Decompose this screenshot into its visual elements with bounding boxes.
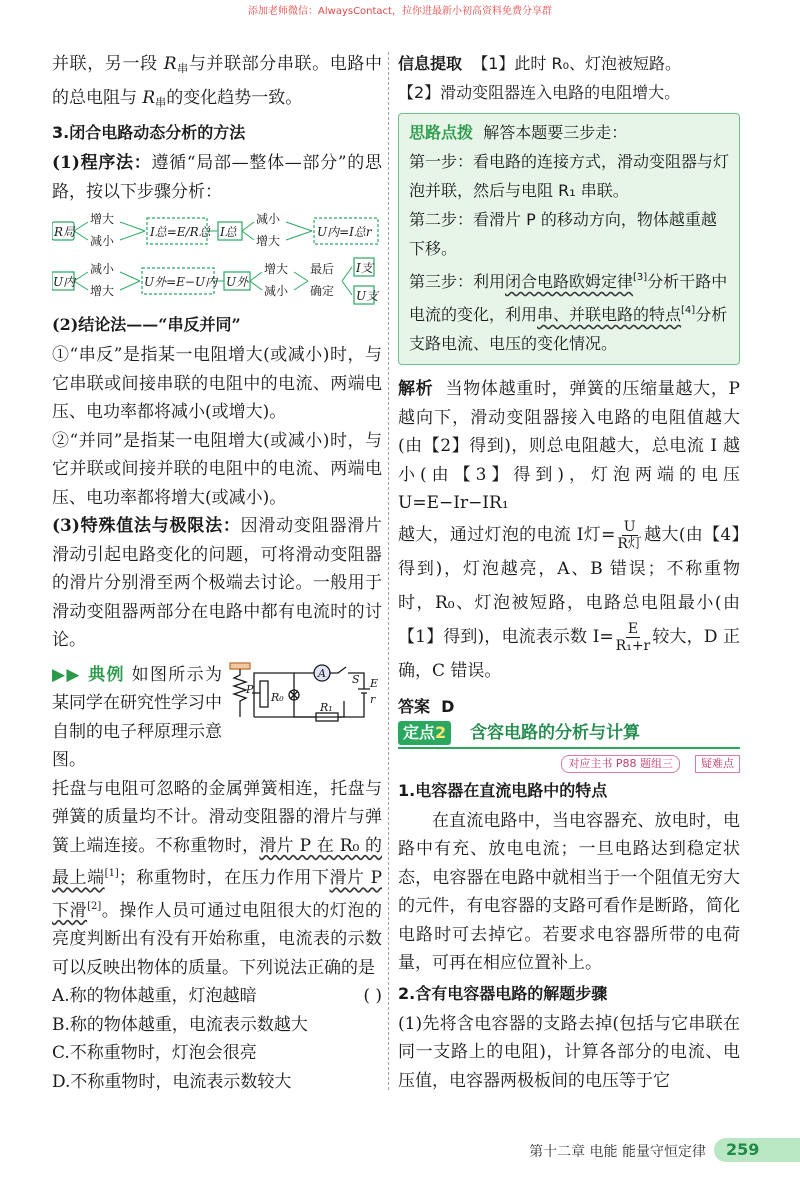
method-2-title: (2)结论法——“串反并同” — [52, 315, 241, 334]
flow-queding: 确定 — [310, 284, 335, 298]
difficulty-tag: 疑难点 — [695, 755, 740, 773]
flow-u-nei-eq: U内=I总r — [317, 225, 372, 239]
example-tag: ▶▶ 典例 — [52, 664, 125, 685]
knowledge-point-title: 含容电路的分析与计算 — [470, 722, 640, 743]
option-c: C.不称重物时，灯泡会很亮 — [52, 1043, 257, 1063]
flow-jianxiao-1: 减小 — [90, 234, 115, 248]
circuit-label-r0: R₀ — [271, 690, 284, 704]
knowledge-point-underline — [398, 747, 740, 749]
flow-jianxiao-2: 减小 — [256, 212, 281, 226]
circuit-label-r: r — [370, 692, 376, 706]
method-3: (3)特殊值法与极限法：因滑动变阻器滑片滑动引起电路变化的问题，可将滑动变阻器的滑片分别滑至两个极端去讨论。一般用于滑动变阻器两部分在电路中都有电流时的讨论。 — [52, 516, 382, 650]
flow-zengda-2: 增大 — [256, 234, 281, 248]
hint-header: 思路点拨 解答本题要三步走： — [409, 123, 628, 142]
hint-box — [398, 113, 740, 365]
circuit-label-r1: R₁ — [320, 700, 333, 714]
flow-diagram — [52, 210, 382, 306]
example-block — [52, 661, 382, 775]
flow-u-wai-eq: U外=E−U内 — [144, 275, 218, 289]
option-a: A.称的物体越重，灯泡越暗 — [52, 986, 257, 1006]
circuit-diagram — [224, 661, 382, 723]
page-number: 259 — [714, 1138, 800, 1162]
section-heading-3: 3.闭合电路动态分析的方法 — [52, 123, 246, 142]
knowledge-point-header — [398, 721, 740, 747]
method-2-p2: ②“并同”是指某一电阻增大(或减小)时，与它并联或间接并联的电阻中的电流、两端电压、电功率都将增大(或减小)。 — [52, 430, 382, 508]
flow-r-ju: R局 — [54, 225, 76, 239]
flow-i-zhi: I支 — [356, 261, 373, 275]
flow-u-nei: U内 — [53, 275, 76, 289]
answer-paren: ( ) — [363, 986, 382, 1006]
top-banner: 添加老师微信：AlwaysContact，拉你进最新小初高资料免费分享群 — [248, 6, 552, 17]
circuit-label-a: A — [318, 666, 326, 680]
method-2-p1: ①“串反”是指某一电阻增大(或减小)时，与它串联或间接串联的电阻中的电流、两端电压、电功率都将减小(或增大)。 — [52, 345, 382, 422]
hint-step-2: 第二步：看滑片 P 的移动方向，物体越重越下移。 — [409, 210, 717, 258]
left-column — [52, 50, 382, 1096]
hint-step-1: 第一步：看电路的连接方式，滑动变阻器与灯泡并联，然后与电阻 R₁ 串联。 — [409, 152, 730, 200]
flow-zengda-4: 增大 — [264, 262, 289, 276]
answer: 答案 D — [398, 696, 455, 716]
example-intro: ▶▶ 典例 如图所示为某同学在研究性学习中自制的电子秤原理示意图。 — [52, 664, 222, 770]
hint-step-3: 第三步：利用闭合电路欧姆定律[3]分析干路中电流的变化，利用串、并联电路的特点[4]分析支路电流、电压的变化情况。 — [409, 272, 728, 353]
section-heading-1: 1.电容器在直流电路中的特点 — [398, 780, 608, 800]
circuit-label-p: P — [246, 682, 254, 696]
info-line-2: 【2】滑动变阻器连入电路的电阻增大。 — [398, 82, 681, 102]
flow-zengda-3: 增大 — [90, 284, 115, 298]
fraction-e-over-r: $\frac{E}{\text{R₁+r}}$ — [615, 620, 651, 654]
flow-jianxiao-3: 减小 — [90, 262, 115, 276]
analysis-p1: 解析 当物体越重时，弹簧的压缩量越大，P 越向下，滑动变阻器接入电路的电阻值越大(由【2】得到)，则总电阻越大，总电流 I 越小(由【3】得到)，灯泡两端的电压 U=E−Ir−IR₁ — [398, 379, 740, 513]
flow-zengda-1: 增大 — [90, 212, 115, 226]
example-body: 托盘与电阻可忽略的金属弹簧相连，托盘与弹簧的质量均不计。滑动变阻器的滑片与弹簧上端连接。不称重物时，滑片 P 在 R₀ 的最上端[1]；称重物时，在压力作用下滑片 P 下滑[2]。操作人员可通过电阻很大的灯泡的亮度判断出有没有开始称重，电流表的示数可以反映出物体的质量。下列说法正确的是 ( ) — [52, 775, 382, 983]
circuit-label-e: E — [370, 676, 379, 690]
section-heading-2: 2.含有电容器电路的解题步骤 — [398, 983, 608, 1003]
column-divider — [388, 52, 389, 1090]
section-1-text: 在直流电路中，当电容器充、放电时，电路中有充、放电电流；一旦电路达到稳定状态，电容器在电路中就相当于一个阻值无穷大的元件，有电容器的支路可看作是断路，简化电路时可去掉它。若要求电容器所带的电荷量，可再在相应位置补上。 — [398, 810, 740, 973]
flow-u-wai: U外 — [226, 275, 249, 289]
method-1: (1)程序法：遵循“局部—整体—部分”的思路，按以下步骤分析： — [52, 153, 382, 202]
fraction-u-over-r: $\frac{U}{\text{R灯}}$ — [617, 518, 642, 552]
flow-jianxiao-4: 减小 — [264, 284, 289, 298]
analysis-p2: 越大，通过灯泡的电流 I灯= $\frac{U}{\text{R灯}}$ 越大(由【4】得到)，灯泡越亮，A、B 错误；不称重物时，R₀、灯泡被短路，电路总电阻最小(由【1】得到)，电流表示数 I= $\frac{E}{\text{R₁+r}}$ 较大，D 正确，C 错误。 — [398, 518, 740, 681]
option-d: D.不称重物时，电流表示数较大 — [52, 1071, 292, 1092]
reference-tag: 对应主书 P88 题组三 — [561, 755, 680, 773]
flow-diagram-svg — [52, 210, 382, 306]
chapter-title: 第十二章 电能 能量守恒定律 — [529, 1144, 706, 1160]
option-b: B.称的物体越重，电流表示数越大 — [52, 1014, 308, 1035]
knowledge-point-badge: 定点2 — [398, 721, 451, 745]
circuit-label-s: S — [352, 672, 360, 686]
flow-u-zhi: U支 — [356, 289, 379, 303]
section-2-text: (1)先将含电容器的支路去掉(包括与它串联在同一支路上的电阻)，计算各部分的电流、电压值，电容器两极板间的电压等于它 — [398, 1013, 740, 1091]
intro-paragraph: 并联，另一段 $R_串$与并联部分串联。电路中的总电阻与 $R_串$的变化趋势一致。 — [52, 54, 383, 109]
flow-i-zong: I总 — [220, 225, 237, 239]
footer — [0, 1138, 800, 1162]
right-column — [398, 50, 740, 1095]
flow-i-zong-eq: I总=E/R总 — [150, 225, 211, 239]
reference-row — [398, 753, 740, 775]
info-line-1: 信息提取 【1】此时 R₀、灯泡被短路。 — [398, 54, 681, 73]
flow-zuihou: 最后 — [310, 262, 335, 276]
